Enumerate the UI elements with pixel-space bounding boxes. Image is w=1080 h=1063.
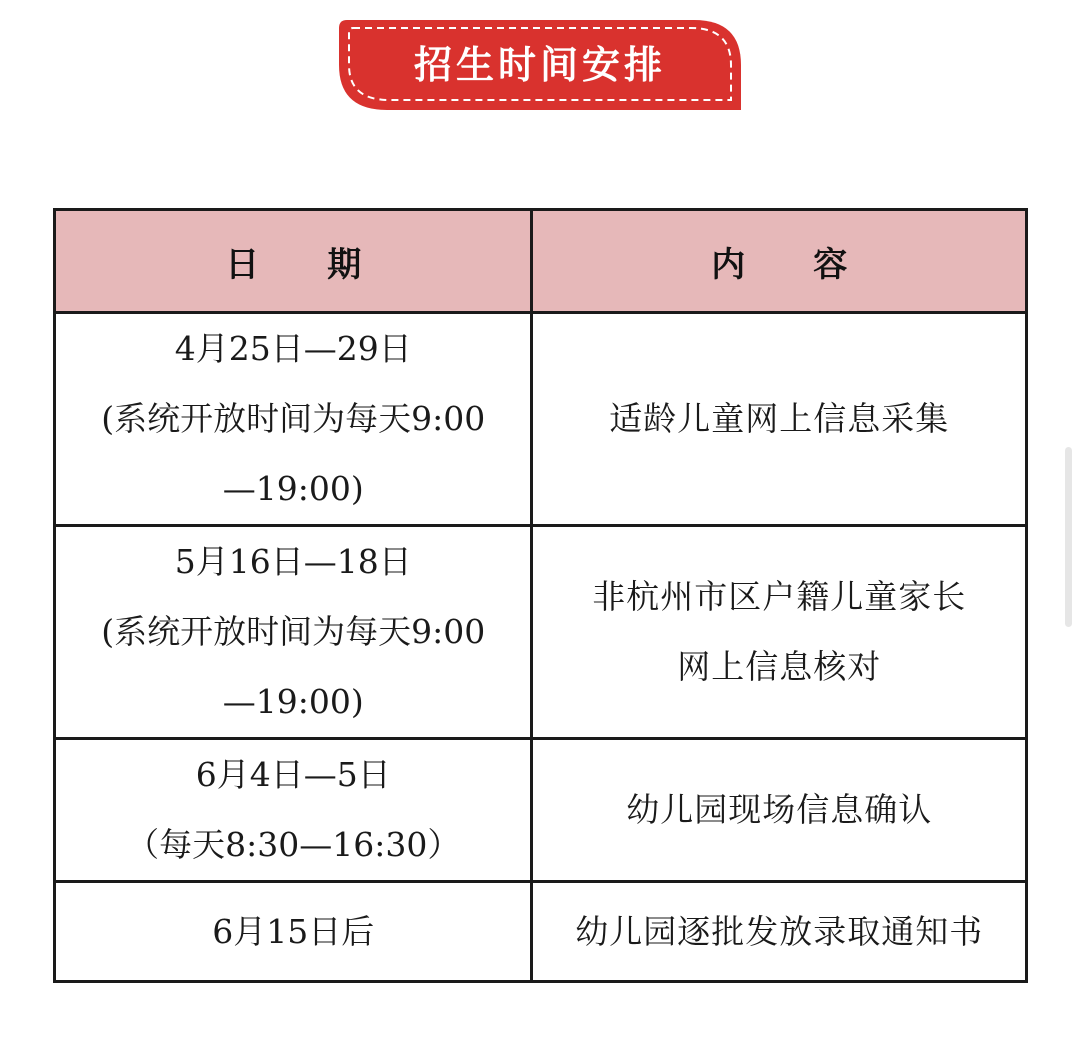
content-column-header: 内 容 xyxy=(532,210,1027,313)
table-row xyxy=(55,526,1027,739)
title-banner xyxy=(339,20,741,110)
content-cell xyxy=(532,526,1027,739)
table-row xyxy=(55,739,1027,882)
date-column-header: 日 期 xyxy=(55,210,532,313)
content-cell xyxy=(532,882,1027,982)
table-row xyxy=(55,882,1027,982)
content-text: 非杭州市区户籍儿童家长 网上信息核对 xyxy=(592,577,967,686)
scrollbar[interactable] xyxy=(1065,447,1072,627)
date-cell xyxy=(55,882,532,982)
content-cell xyxy=(532,739,1027,882)
content-cell xyxy=(532,313,1027,526)
content-text: 适龄儿童网上信息采集 xyxy=(609,399,950,438)
content-text: 幼儿园逐批发放录取通知书 xyxy=(575,911,984,951)
content-text: 幼儿园现场信息确认 xyxy=(626,790,933,829)
schedule-table xyxy=(53,208,1028,983)
date-cell xyxy=(55,313,532,526)
date-text: 6月4日—5日 （每天8:30—16:30） xyxy=(126,755,461,864)
date-cell xyxy=(55,526,532,739)
table-header-row xyxy=(55,210,1027,313)
date-text: 5月16日—18日 (系统开放时间为每天9:00 —19:00) xyxy=(101,542,486,721)
date-cell xyxy=(55,739,532,882)
date-text: 6月15日后 xyxy=(212,911,375,951)
table-row xyxy=(55,313,1027,526)
date-text: 4月25日—29日 (系统开放时间为每天9:00 —19:00) xyxy=(101,329,486,508)
page-title: 招生时间安排 xyxy=(413,43,666,87)
